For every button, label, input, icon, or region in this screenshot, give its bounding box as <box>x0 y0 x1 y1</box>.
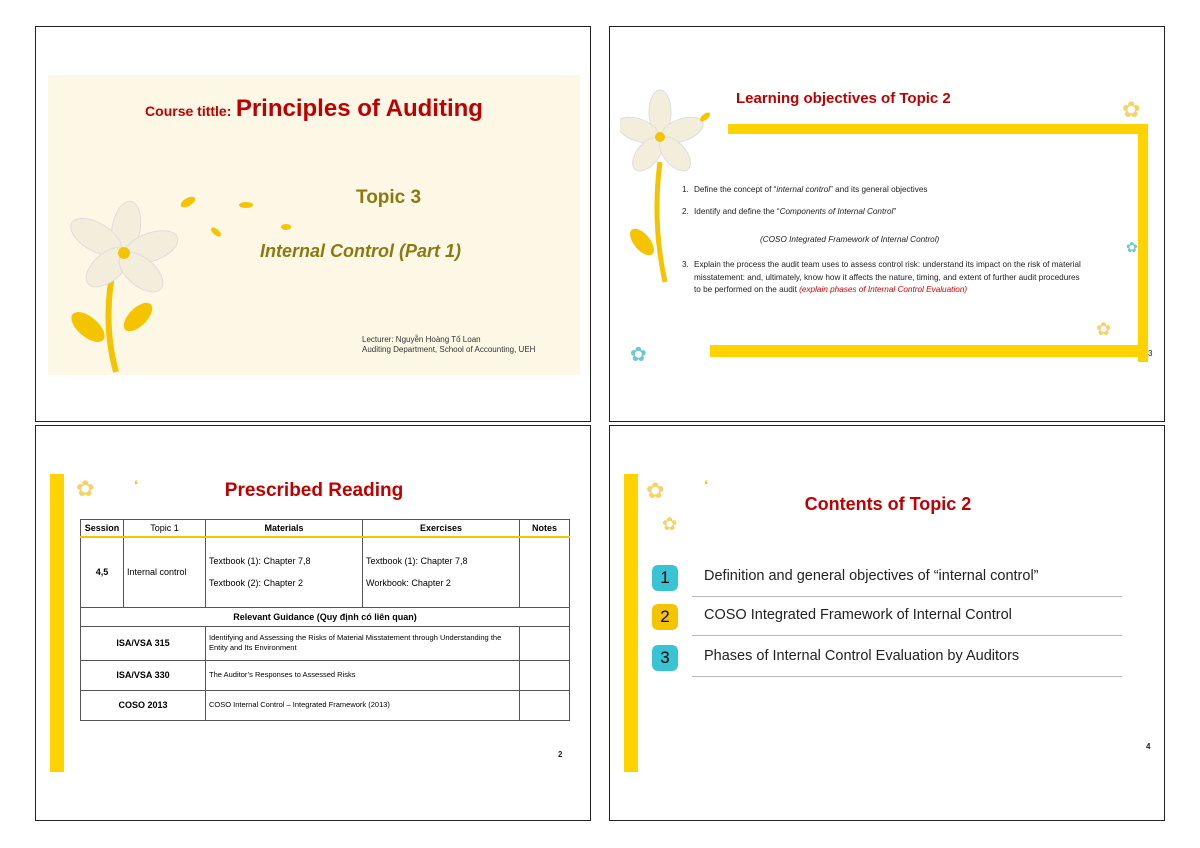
small-flower-icon: ✿ <box>1096 319 1112 339</box>
slide-1-title <box>35 26 591 422</box>
divider <box>692 635 1122 636</box>
contents-item-3 <box>652 643 1122 673</box>
table-row: COSO 2013 COSO Internal Control – Integrated Framework (2013) <box>81 690 570 720</box>
small-flower-icon: ✿ <box>630 344 647 366</box>
objective-3-highlight: (explain phases of Internal Control Evaluation) <box>799 285 968 294</box>
course-title <box>36 95 591 123</box>
frame-top-bar <box>728 124 1146 134</box>
frame-bottom-bar <box>710 345 1148 357</box>
guidance-header-row: Relevant Guidance (Quy định có liên quan) <box>81 607 570 626</box>
item-number-badge: 3 <box>652 645 678 671</box>
table-row: ISA/VSA 315 Identifying and Assessing the Risks of Material Misstatement through Understanding the Entity and Its Environment <box>81 626 570 660</box>
page-number: 2 <box>558 750 563 759</box>
lecturer-name: Lecturer: Nguyễn Hoàng Tố Loan <box>362 335 481 344</box>
header-cell: Materials <box>206 520 363 538</box>
item-text: Phases of Internal Control Evaluation by Auditors <box>704 648 1020 664</box>
page-number: 4 <box>1146 742 1151 751</box>
slide-title: Contents of Topic 2 <box>804 494 972 514</box>
item-number-badge: 2 <box>652 604 678 630</box>
session-cell: 4,5 <box>81 537 124 607</box>
slide-title: Learning objectives of Topic 2 <box>736 90 951 107</box>
slide-2-objectives <box>609 26 1165 422</box>
course-label: Course tittle: <box>145 103 232 119</box>
topic-label: Topic 3 <box>356 187 422 208</box>
reading-table <box>80 519 570 721</box>
contents-item-2 <box>652 602 1122 632</box>
slide-3-reading <box>35 425 591 821</box>
petals-decoration-icon <box>176 187 316 247</box>
table-header-row <box>81 520 570 538</box>
divider <box>692 676 1122 677</box>
objective-3: 3. Explain the process the audit team uses to assess control risk: understand its impact on the risk of material misstatement: and, ultimately, know how it affects the nature, timing, and extent of further audit procedures to be performed on the audit (explain phases of Internal Control Evaluation) <box>682 260 1081 294</box>
petal-icon: ❛ <box>704 478 708 492</box>
lecturer-department: Auditing Department, School of Accounting, UEH <box>362 345 536 354</box>
small-flower-icon: ✿ <box>76 476 95 501</box>
side-accent-bar <box>624 474 638 772</box>
side-accent-bar <box>50 474 64 772</box>
small-flower-icon: ✿ <box>1126 239 1138 255</box>
slide-4-contents <box>609 425 1165 821</box>
petal-icon: ❛ <box>134 478 138 492</box>
coso-note: (COSO Integrated Framework of Internal Control) <box>760 235 940 244</box>
small-flower-icon: ✿ <box>646 478 665 503</box>
objective-1: 1. Define the concept of “internal control” and its general objectives <box>682 185 928 194</box>
small-flower-icon: ✿ <box>1122 97 1141 122</box>
notes-cell <box>520 537 570 607</box>
page-number: 3 <box>1148 349 1153 358</box>
item-text: Definition and general objectives of “internal control” <box>704 568 1039 584</box>
contents-item-1 <box>652 563 1122 593</box>
materials-cell: Textbook (1): Chapter 7,8 Textbook (2): Chapter 2 <box>206 537 363 607</box>
header-cell: Notes <box>520 520 570 538</box>
topic-cell: Internal control <box>124 537 206 607</box>
course-name: Principles of Auditing <box>235 95 483 122</box>
header-cell: Topic 1 <box>124 520 206 538</box>
frame-right-bar <box>1138 124 1148 362</box>
item-text: COSO Integrated Framework of Internal Control <box>704 607 1012 623</box>
divider <box>692 596 1122 597</box>
exercises-cell: Textbook (1): Chapter 7,8 Workbook: Chapter 2 <box>363 537 520 607</box>
header-cell: Exercises <box>363 520 520 538</box>
table-row <box>81 537 570 607</box>
table-row: ISA/VSA 330 The Auditor’s Responses to Assessed Risks <box>81 660 570 690</box>
flower-decoration-icon <box>56 167 186 377</box>
small-flower-icon: ✿ <box>662 514 678 534</box>
lecturer-info <box>362 335 535 355</box>
item-number-badge: 1 <box>652 565 678 591</box>
header-cell: Session <box>81 520 124 538</box>
objective-2: 2. Identify and define the “Components of Internal Control” <box>682 207 897 216</box>
slide-title: Prescribed Reading <box>224 480 404 501</box>
topic-subtitle: Internal Control (Part 1) <box>260 241 462 261</box>
